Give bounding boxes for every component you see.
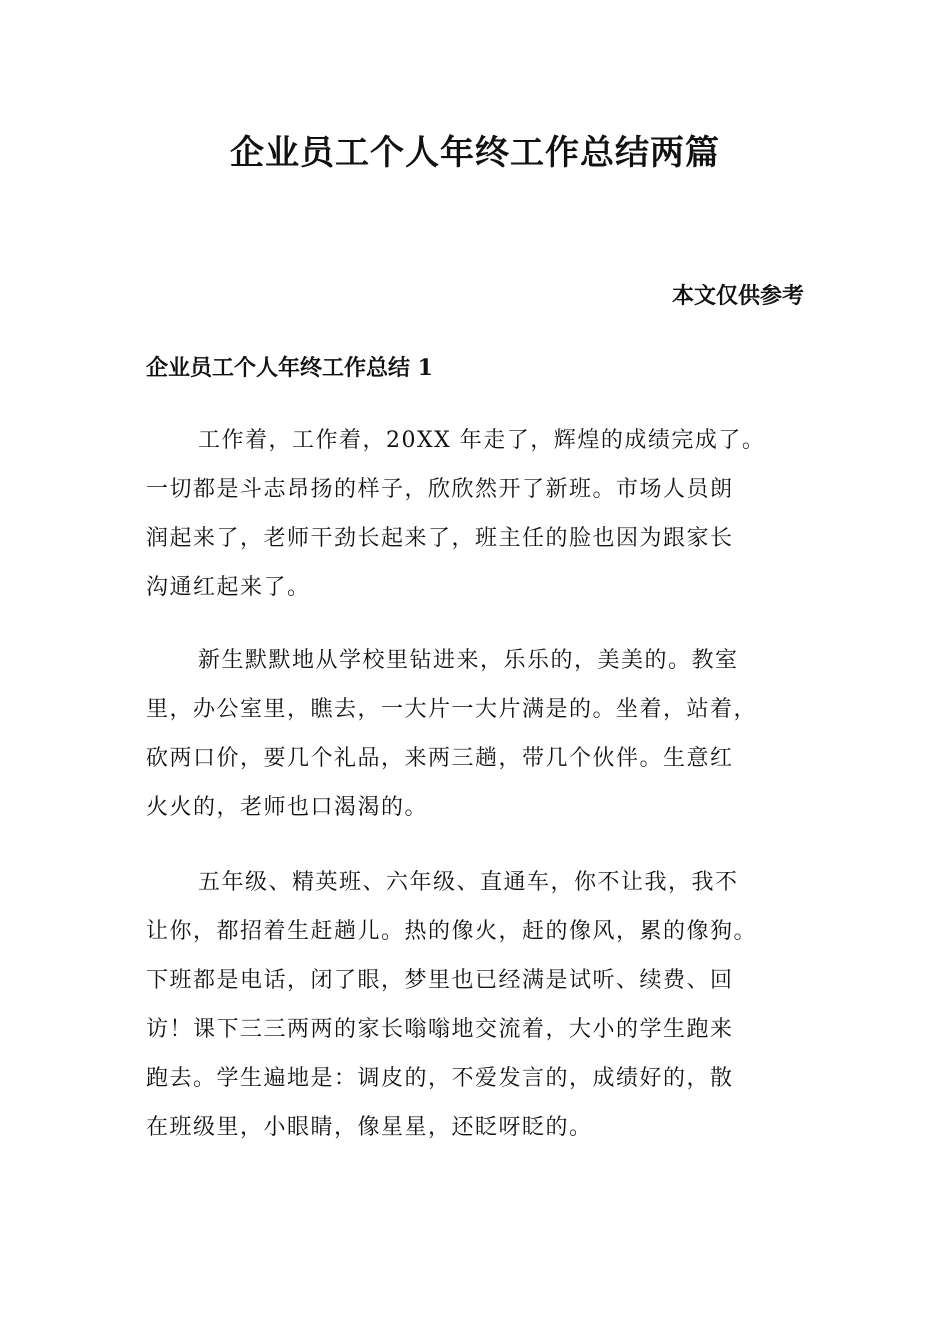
- paragraph-line: 一切都是斗志昂扬的样子，欣欣然开了新班。市场人员朗: [146, 477, 734, 502]
- paragraph-line: 里，办公室里，瞧去，一大片一大片满是的。坐着，站着，: [146, 697, 758, 722]
- section-heading: 企业员工个人年终工作总结 1: [146, 355, 433, 381]
- paragraph-line: 沟通红起来了。: [146, 575, 311, 600]
- paragraph-line: 访！课下三三两两的家长嗡嗡地交流着，大小的学生跑来: [146, 1017, 734, 1042]
- paragraph-line: 让你，都招着生赶趟儿。热的像火，赶的像风，累的像狗。: [146, 919, 758, 944]
- paragraph-line: 跑去。学生遍地是：调皮的，不爱发言的，成绩好的，散: [146, 1066, 734, 1091]
- paragraph-line: 五年级、精英班、六年级、直通车，你不让我，我不: [198, 870, 739, 895]
- paragraph-line: 砍两口价，要几个礼品，来两三趟，带几个伙伴。生意红: [146, 746, 734, 771]
- document-title: 企业员工个人年终工作总结两篇: [230, 133, 720, 173]
- paragraph-2: [146, 636, 806, 832]
- paragraph-line: 新生默默地从学校里钻进来，乐乐的，美美的。教室: [198, 648, 739, 673]
- paragraph-line: 工作着，工作着，20XX 年走了，辉煌的成绩完成了。: [198, 428, 766, 453]
- paragraph-line: 下班都是电话，闭了眼，梦里也已经满是试听、续费、回: [146, 968, 734, 993]
- paragraph-line: 火火的，老师也口渴渴的。: [146, 795, 429, 820]
- paragraph-1: [146, 416, 806, 612]
- paragraph-line: 在班级里，小眼睛，像星星，还眨呀眨的。: [146, 1115, 593, 1140]
- paragraph-line: 润起来了，老师干劲长起来了，班主任的脸也因为跟家长: [146, 526, 734, 551]
- reference-note: 本文仅供参考: [671, 283, 804, 309]
- paragraph-3: [146, 858, 806, 1152]
